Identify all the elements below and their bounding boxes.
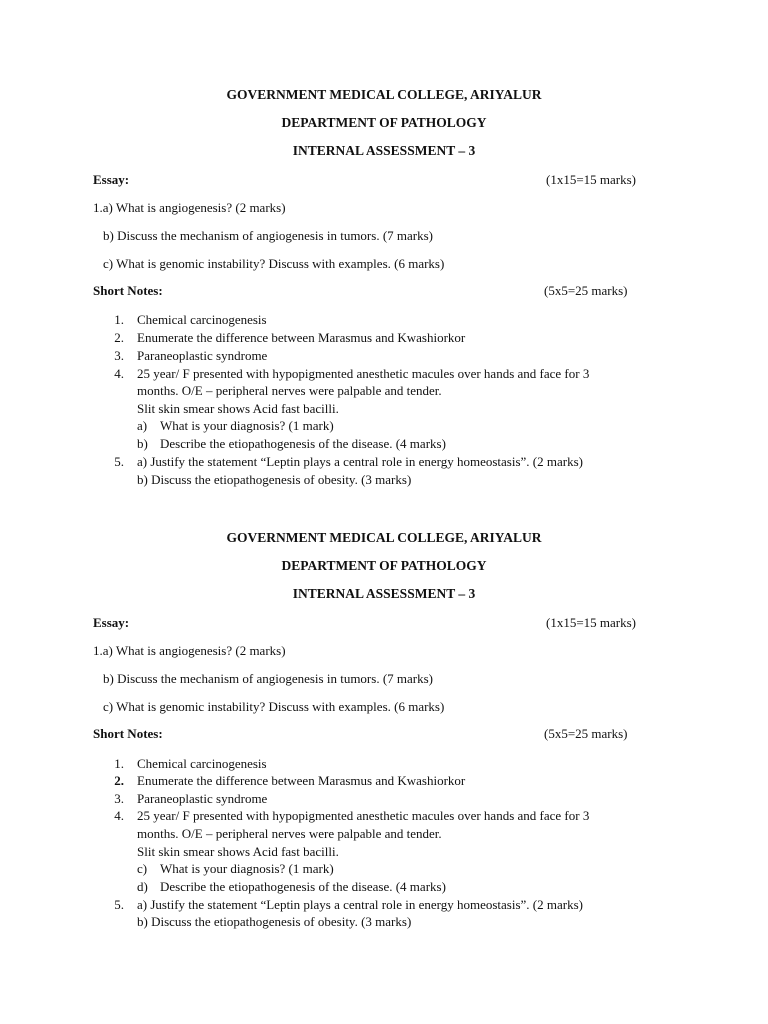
item-number: 3. [114,791,124,806]
item-number: 5. [114,897,124,912]
sub-item-marker: d) [137,879,148,894]
sub-item-marker: a) [137,418,148,433]
item-number: 4. [114,808,124,823]
short-note-1: Chemical carcinogenesis [137,312,267,327]
essay-marks: (1x15=15 marks) [546,615,637,630]
essay-heading: Essay: [93,615,130,630]
item-number: 1. [114,312,124,327]
short-note-5-line-1: a) Justify the statement “Leptin plays a central role in energy homeostasis”. (2 marks) [137,454,583,469]
item-number: 2. [114,773,124,788]
department-title: DEPARTMENT OF PATHOLOGY [281,115,487,130]
item-number: 1. [114,756,124,771]
short-note-4-sub-2: Describe the etiopathogenesis of the disease. (4 marks) [160,436,446,451]
short-note-4-sub-2: Describe the etiopathogenesis of the disease. (4 marks) [160,879,446,894]
assessment-title: INTERNAL ASSESSMENT – 3 [292,143,476,158]
item-number: 4. [114,366,124,381]
short-note-4-sub-1: What is your diagnosis? (1 mark) [160,418,334,433]
essay-question-c: c) What is genomic instability? Discuss with examples. (6 marks) [103,699,445,714]
short-note-4-line-1: 25 year/ F presented with hypopigmented anesthetic macules over hands and face for 3 [137,366,590,381]
short-note-5-line-2: b) Discuss the etiopathogenesis of obesity. (3 marks) [137,472,412,487]
short-notes-heading: Short Notes: [93,726,163,741]
sub-item-marker: b) [137,436,148,451]
short-note-4-sub-1: What is your diagnosis? (1 mark) [160,861,334,876]
item-number: 5. [114,454,124,469]
essay-question-a: 1.a) What is angiogenesis? (2 marks) [93,643,286,658]
short-note-5-line-2: b) Discuss the etiopathogenesis of obesity. (3 marks) [137,914,412,929]
department-title: DEPARTMENT OF PATHOLOGY [281,558,487,573]
short-note-3: Paraneoplastic syndrome [137,348,268,363]
assessment-title: INTERNAL ASSESSMENT – 3 [292,586,476,601]
item-number: 3. [114,348,124,363]
essay-heading: Essay: [93,172,130,187]
short-notes-marks: (5x5=25 marks) [544,726,628,741]
short-note-2: Enumerate the difference between Marasmus and Kwashiorkor [137,773,466,788]
college-title: GOVERNMENT MEDICAL COLLEGE, ARIYALUR [226,530,542,545]
short-notes-marks: (5x5=25 marks) [544,283,628,298]
short-note-4-line-2: months. O/E – peripheral nerves were palpable and tender. [137,826,442,841]
essay-question-b: b) Discuss the mechanism of angiogenesis in tumors. (7 marks) [103,228,433,243]
short-notes-heading: Short Notes: [93,283,163,298]
short-note-4-line-2: months. O/E – peripheral nerves were palpable and tender. [137,383,442,398]
sub-item-marker: c) [137,861,148,876]
item-number: 2. [114,330,124,345]
short-note-4-line-1: 25 year/ F presented with hypopigmented anesthetic macules over hands and face for 3 [137,808,590,823]
short-note-2: Enumerate the difference between Marasmus and Kwashiorkor [137,330,466,345]
short-note-5-line-1: a) Justify the statement “Leptin plays a central role in energy homeostasis”. (2 marks) [137,897,583,912]
short-note-3: Paraneoplastic syndrome [137,791,268,806]
college-title: GOVERNMENT MEDICAL COLLEGE, ARIYALUR [226,87,542,102]
essay-question-b: b) Discuss the mechanism of angiogenesis in tumors. (7 marks) [103,671,433,686]
short-note-4-line-3: Slit skin smear shows Acid fast bacilli. [137,401,339,416]
essay-marks: (1x15=15 marks) [546,172,637,187]
short-note-4-line-3: Slit skin smear shows Acid fast bacilli. [137,844,339,859]
essay-question-a: 1.a) What is angiogenesis? (2 marks) [93,200,286,215]
short-note-1: Chemical carcinogenesis [137,756,267,771]
essay-question-c: c) What is genomic instability? Discuss with examples. (6 marks) [103,256,445,271]
